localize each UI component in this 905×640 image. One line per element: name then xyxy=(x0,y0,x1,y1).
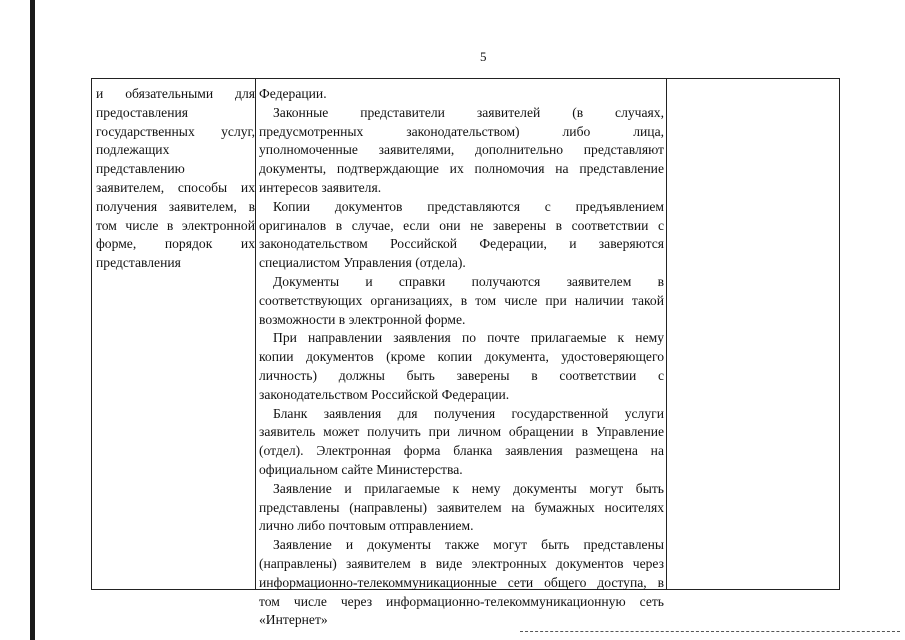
text-line: Федерации. xyxy=(259,86,327,101)
text-line: Законные представители заявителей (в случаях, xyxy=(273,104,664,120)
text-line: информационно-телекоммуникационные сети общего доступа, в xyxy=(259,574,664,590)
text-line: личность) должны быть заверены в соответствии с xyxy=(259,367,664,383)
text-line: возможности в электронной форме. xyxy=(259,311,466,327)
text-line: форме, порядок их xyxy=(96,236,255,252)
text-line: лично либо почтовым отправлением. xyxy=(259,518,474,534)
text-line: При направлении заявления по почте прилагаемые к нему xyxy=(273,330,664,346)
description-column xyxy=(259,85,664,630)
text-line: подлежащих xyxy=(96,142,170,158)
text-line: интересов заявителя. xyxy=(259,179,382,195)
text-line: Заявление и документы также могут быть представлены xyxy=(273,537,664,553)
text-line: копии документов (кроме копии документа, удостоверяющего xyxy=(259,349,664,365)
text-line: представлены (направлены) заявителем на бумажных носителях xyxy=(259,499,664,515)
text-line: законодательством Российской Федерации, и заверяются xyxy=(259,236,664,252)
text-line: Документы и справки получаются заявителем в xyxy=(273,273,664,289)
text-line: законодательством Российской Федерации. xyxy=(259,386,510,402)
text-line: Копии документов представляются с предъявлением xyxy=(273,198,664,214)
text-line: официальном сайте Министерства. xyxy=(259,461,463,477)
text-line: представления xyxy=(96,255,181,271)
text-line: и обязательными для xyxy=(96,86,255,101)
text-line: уполномоченные заявителями, дополнительно представляют xyxy=(259,142,664,158)
requirements-column xyxy=(96,85,255,273)
text-line: том числе в электронной xyxy=(96,217,255,233)
text-line: заявитель может получить при личном обращении в Управление xyxy=(259,424,664,440)
text-line: документы, подтверждающие их полномочия на представление xyxy=(259,161,664,177)
scan-edge xyxy=(30,0,35,640)
page-number: 5 xyxy=(480,49,487,64)
text-line: оригиналов в случае, если они не заверены в соответствии с xyxy=(259,217,664,233)
text-line: том числе через информационно-телекоммуникационную сеть xyxy=(259,593,664,609)
column-divider xyxy=(666,79,667,589)
text-line: предусмотренных законодательством) либо лица, xyxy=(259,123,664,139)
text-line: (направлены) заявителем в виде электронных документов через xyxy=(259,555,664,571)
document-table xyxy=(91,78,840,628)
bottom-scan-line xyxy=(520,631,900,632)
text-line: Бланк заявления для получения государственной услуги xyxy=(273,405,664,421)
text-line: соответствующих организациях, в том числе при наличии такой xyxy=(259,292,664,308)
column-divider xyxy=(255,79,256,589)
text-line: государственных услуг, xyxy=(96,123,255,139)
text-line: (отдел). Электронная форма бланка заявления размещена на xyxy=(259,443,664,459)
text-line: получения заявителем, в xyxy=(96,198,255,214)
text-line: предоставления xyxy=(96,104,189,120)
text-line: «Интернет» xyxy=(259,612,328,628)
text-line: представлению xyxy=(96,161,185,177)
text-line: заявителем, способы их xyxy=(96,179,255,195)
text-line: Заявление и прилагаемые к нему документы могут быть xyxy=(273,480,664,496)
text-line: специалистом Управления (отдела). xyxy=(259,255,466,271)
